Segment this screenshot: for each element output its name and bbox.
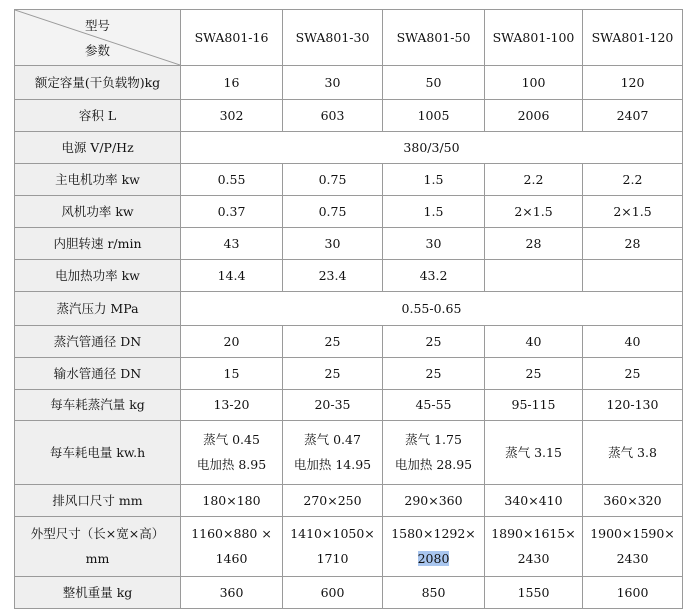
param-label: 风机功率 kw <box>15 196 181 228</box>
cell-line: 2430 <box>517 551 550 566</box>
value-cell: 40 <box>485 326 583 358</box>
value-cell: 340×410 <box>485 485 583 517</box>
value-cell: 120 <box>583 66 683 100</box>
cell-line: 2430 <box>616 551 649 566</box>
value-cell: 100 <box>485 66 583 100</box>
value-cell: 15 <box>181 358 283 390</box>
header-row <box>15 10 683 66</box>
value-cell: 23.4 <box>283 260 383 292</box>
value-cell <box>485 421 583 485</box>
cell-line <box>385 551 482 567</box>
value-cell: 45-55 <box>383 390 485 421</box>
text-selection-highlight: 2080 <box>417 551 450 566</box>
param-label-line: 外型尺寸（长×宽×高） <box>30 526 165 542</box>
value-cell: 43.2 <box>383 260 485 292</box>
value-cell: 20 <box>181 326 283 358</box>
value-cell: 43 <box>181 228 283 260</box>
value-cell: 30 <box>383 228 485 260</box>
value-cell: 25 <box>383 358 485 390</box>
param-label: 蒸汽管通径 DN <box>15 326 181 358</box>
row-steam-consumption <box>15 390 683 421</box>
cell-line: 1890×1615× <box>491 526 576 542</box>
value-cell: 120-130 <box>583 390 683 421</box>
value-cell <box>181 517 283 577</box>
cell-line: 蒸气 3.15 <box>505 444 562 460</box>
param-label: 额定容量(干负载物)kg <box>15 66 181 100</box>
cell-line: 1710 <box>316 551 349 566</box>
value-cell: 25 <box>283 358 383 390</box>
row-steam-pressure <box>15 292 683 326</box>
param-label <box>15 517 181 577</box>
param-label: 每车耗电量 kw.h <box>15 421 181 485</box>
value-cell: 16 <box>181 66 283 100</box>
value-cell: 95-115 <box>485 390 583 421</box>
value-cell <box>181 421 283 485</box>
spec-table <box>14 9 683 609</box>
value-cell <box>485 260 583 292</box>
cell-line: 1160×880 × <box>191 526 272 542</box>
param-label: 排风口尺寸 mm <box>15 485 181 517</box>
row-weight <box>15 577 683 609</box>
row-steam-pipe <box>15 326 683 358</box>
value-cell <box>583 421 683 485</box>
row-water-pipe <box>15 358 683 390</box>
value-cell: 2×1.5 <box>583 196 683 228</box>
value-cell <box>583 517 683 577</box>
value-cell: 13-20 <box>181 390 283 421</box>
model-header: SWA801-16 <box>181 10 283 66</box>
value-cell: 0.37 <box>181 196 283 228</box>
value-cell: 1.5 <box>383 196 485 228</box>
corner-param-label: 参数 <box>85 43 111 58</box>
row-dimensions <box>15 517 683 577</box>
cell-line: 电加热 28.95 <box>394 457 473 472</box>
cell-line: 蒸气 3.8 <box>608 444 657 460</box>
value-cell: 0.75 <box>283 164 383 196</box>
value-cell: 360×320 <box>583 485 683 517</box>
model-header: SWA801-120 <box>583 10 683 66</box>
value-cell: 25 <box>583 358 683 390</box>
cell-line: 蒸气 1.75 <box>405 432 462 448</box>
value-cell: 1600 <box>583 577 683 609</box>
value-cell: 20-35 <box>283 390 383 421</box>
param-label: 电源 V/P/Hz <box>15 132 181 164</box>
value-cell: 1550 <box>485 577 583 609</box>
value-cell <box>485 517 583 577</box>
value-cell: 0.75 <box>283 196 383 228</box>
header-corner-cell <box>15 10 181 66</box>
param-label: 容积 L <box>15 100 181 132</box>
param-label: 蒸汽压力 MPa <box>15 292 181 326</box>
cell-line: 1580×1292× <box>391 526 476 542</box>
value-cell: 25 <box>383 326 485 358</box>
value-cell: 600 <box>283 577 383 609</box>
model-header: SWA801-50 <box>383 10 485 66</box>
value-cell: 0.55 <box>181 164 283 196</box>
value-cell <box>383 517 485 577</box>
cell-line: 1900×1590× <box>590 526 675 542</box>
value-cell: 30 <box>283 66 383 100</box>
value-cell: 40 <box>583 326 683 358</box>
value-cell: 850 <box>383 577 485 609</box>
corner-model-label: 型号 <box>85 18 111 33</box>
cell-line: 蒸气 0.47 <box>304 432 361 448</box>
row-electric-heating <box>15 260 683 292</box>
value-cell: 2.2 <box>583 164 683 196</box>
cell-line: 1460 <box>215 551 248 566</box>
value-cell: 180×180 <box>181 485 283 517</box>
param-label: 主电机功率 kw <box>15 164 181 196</box>
param-label: 每车耗蒸汽量 kg <box>15 390 181 421</box>
value-cell: 25 <box>485 358 583 390</box>
model-header: SWA801-100 <box>485 10 583 66</box>
param-label: 输水管通径 DN <box>15 358 181 390</box>
value-cell: 603 <box>283 100 383 132</box>
value-cell: 360 <box>181 577 283 609</box>
value-cell: 14.4 <box>181 260 283 292</box>
value-cell <box>583 260 683 292</box>
value-cell <box>383 421 485 485</box>
value-cell: 1.5 <box>383 164 485 196</box>
value-cell: 1005 <box>383 100 485 132</box>
model-header: SWA801-30 <box>283 10 383 66</box>
value-cell: 2.2 <box>485 164 583 196</box>
value-cell: 2006 <box>485 100 583 132</box>
row-drum-speed <box>15 228 683 260</box>
cell-line: 电加热 14.95 <box>293 457 372 472</box>
row-fan-power <box>15 196 683 228</box>
row-power-consumption <box>15 421 683 485</box>
param-label: 电加热功率 kw <box>15 260 181 292</box>
value-cell: 28 <box>485 228 583 260</box>
value-cell: 270×250 <box>283 485 383 517</box>
value-cell: 25 <box>283 326 383 358</box>
value-cell: 302 <box>181 100 283 132</box>
merged-value-cell: 0.55-0.65 <box>181 292 683 326</box>
value-cell: 290×360 <box>383 485 485 517</box>
row-capacity <box>15 66 683 100</box>
row-power-supply <box>15 132 683 164</box>
value-cell: 30 <box>283 228 383 260</box>
merged-value-cell: 380/3/50 <box>181 132 683 164</box>
row-exhaust <box>15 485 683 517</box>
cell-line: 蒸气 0.45 <box>203 432 260 448</box>
param-label: 内胆转速 r/min <box>15 228 181 260</box>
cell-line: 1410×1050× <box>290 526 375 542</box>
value-cell: 28 <box>583 228 683 260</box>
cell-line: 电加热 8.95 <box>196 457 267 472</box>
row-main-motor <box>15 164 683 196</box>
value-cell: 2407 <box>583 100 683 132</box>
value-cell: 2×1.5 <box>485 196 583 228</box>
row-volume <box>15 100 683 132</box>
value-cell <box>283 421 383 485</box>
value-cell: 50 <box>383 66 485 100</box>
param-label-line: mm <box>85 551 110 566</box>
param-label: 整机重量 kg <box>15 577 181 609</box>
value-cell <box>283 517 383 577</box>
